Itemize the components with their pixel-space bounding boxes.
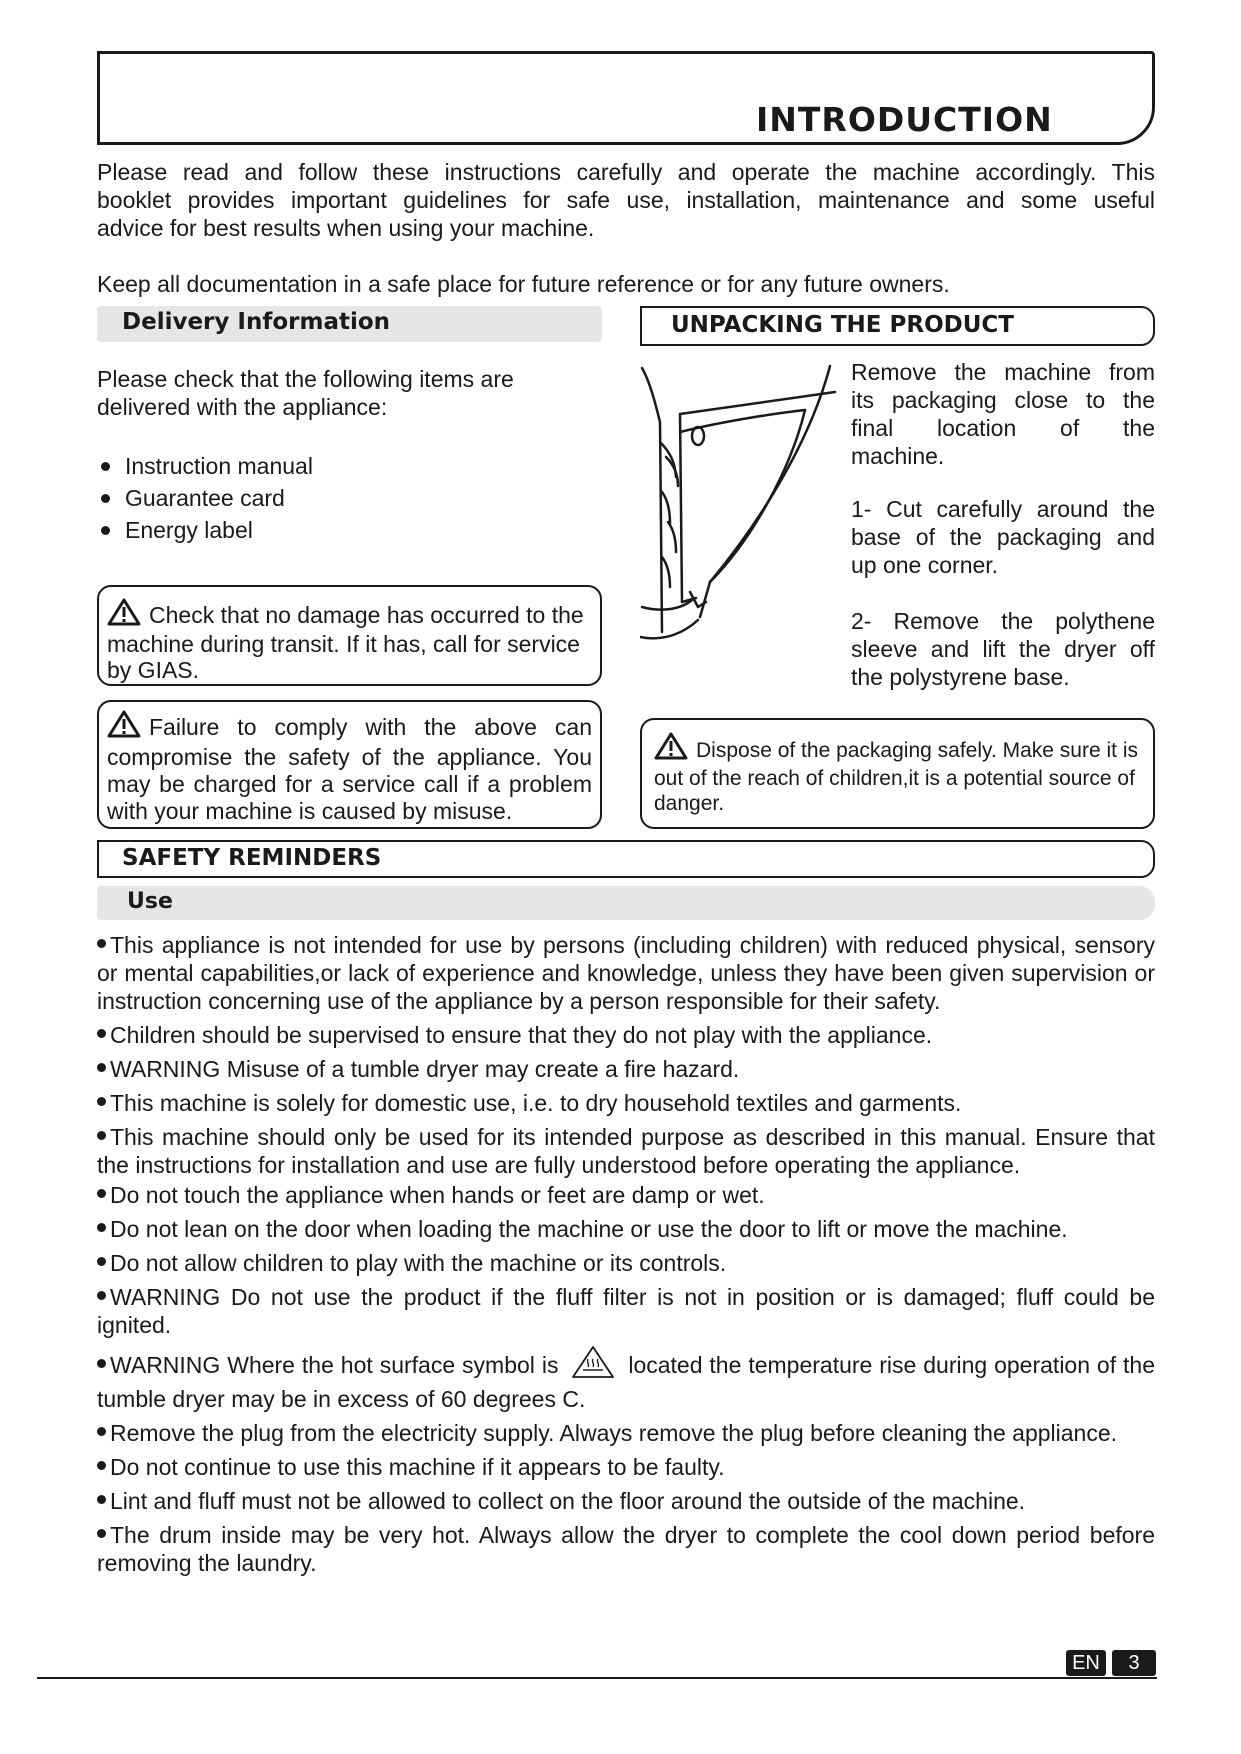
packaging-disposal-warning: Dispose of the packaging safely. Make sure it is out of the reach of children,it is a potential source of danger. — [640, 718, 1155, 829]
transit-damage-warning: Check that no damage has occurred to the machine during transit. If it has, call for service by GIAS. — [97, 585, 602, 686]
list-item: This machine should only be used for its intended purpose as described in this manual. Ensure that the instructions for installation and use are fully understood before operating the appliance. — [97, 1124, 1155, 1178]
warning-triangle-icon — [107, 598, 141, 631]
list-item: Do not allow children to play with the machine or its controls. — [97, 1249, 1155, 1277]
list-item: This machine is solely for domestic use, i.e. to dry household textiles and garments. — [97, 1089, 1155, 1117]
use-subheading-bar — [97, 886, 1155, 920]
misuse-warning: Failure to comply with the above can compromise the safety of the appliance. You may be charged for a service call if a problem with your machine is caused by misuse. — [97, 700, 602, 829]
use-subheading: Use — [127, 889, 173, 914]
unpacking-heading: UNPACKING THE PRODUCT — [671, 312, 1014, 338]
list-item: Lint and fluff must not be allowed to collect on the floor around the outside of the machine. — [97, 1487, 1155, 1515]
list-item: WARNING Misuse of a tumble dryer may create a fire hazard. — [97, 1055, 1155, 1083]
list-item: The drum inside may be very hot. Always allow the dryer to complete the cool down period before removing the laundry. — [97, 1522, 1155, 1576]
list-item: Remove the plug from the electricity supply. Always remove the plug before cleaning the appliance. — [97, 1419, 1155, 1447]
hot-surface-icon — [571, 1345, 615, 1385]
list-item: Children should be supervised to ensure that they do not play with the appliance. — [97, 1021, 1155, 1049]
delivery-items — [97, 450, 602, 546]
safety-list — [97, 931, 1155, 1577]
language-badge: EN — [1066, 1650, 1106, 1676]
list-item: Do not continue to use this machine if it appears to be faulty. — [97, 1453, 1155, 1481]
list-item: Energy label — [97, 514, 602, 546]
warning-triangle-icon — [107, 710, 141, 744]
warning-triangle-icon — [654, 732, 688, 766]
unpacking-step-2: 2- Remove the polythene sleeve and lift the dryer off the polystyrene base. — [851, 608, 1155, 690]
delivery-heading: Delivery Information — [122, 309, 391, 335]
list-item: Instruction manual — [97, 450, 602, 482]
unpacking-step-1: 1- Cut carefully around the base of the packaging and up one corner. — [851, 496, 1155, 578]
unpacking-illustration — [640, 362, 845, 652]
page-title: INTRODUCTION — [756, 100, 1053, 139]
list-item: WARNING Where the hot surface symbol is located the temperature rise during operation of the tumble dryer may be in excess of 60 degrees C. — [97, 1345, 1155, 1413]
intro-paragraph: Please read and follow these instructions carefully and operate the machine accordingly. This booklet provides important guidelines for safe use, installation, maintenance and some useful advice for best results when using your machine. — [97, 159, 1155, 241]
list-item: Do not touch the appliance when hands or feet are damp or wet. — [97, 1181, 1155, 1209]
list-item: Guarantee card — [97, 482, 602, 514]
list-item: WARNING Do not use the product if the fluff filter is not in position or is damaged; fluff could be ignited. — [97, 1284, 1155, 1338]
page-number: 3 — [1112, 1650, 1156, 1676]
list-item: This appliance is not intended for use by persons (including children) with reduced physical, sensory or mental capabilities,or lack of experience and knowledge, unless they have been given supervision or instruction concerning use of the appliance by a person responsible for their safety. — [97, 932, 1155, 1014]
footer-rule — [37, 1677, 1157, 1679]
delivery-intro: Please check that the following items are delivered with the appliance: — [97, 366, 514, 420]
intro-keep-docs: Keep all documentation in a safe place for future reference or for any future owners. — [97, 271, 950, 297]
unpacking-step-intro: Remove the machine from its packaging close to the final location of the machine. — [851, 359, 1155, 469]
safety-heading: SAFETY REMINDERS — [122, 845, 382, 871]
list-item: Do not lean on the door when loading the machine or use the door to lift or move the machine. — [97, 1215, 1155, 1243]
